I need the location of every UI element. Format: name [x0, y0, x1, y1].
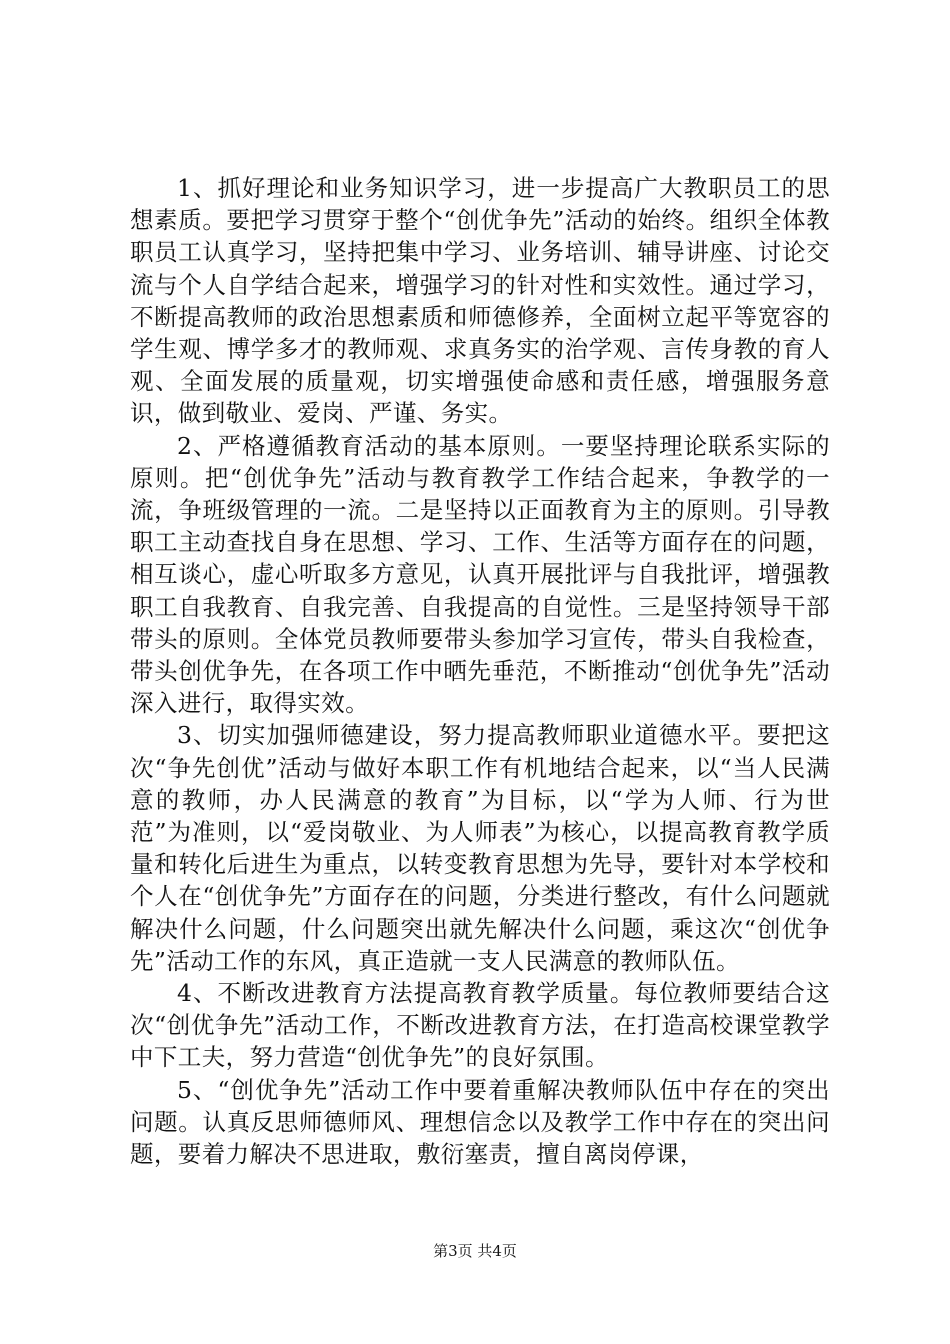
document-body [130, 172, 830, 1170]
paragraph-1: 1、抓好理论和业务知识学习，进一步提高广大教职员工的思想素质。要把学习贯穿于整个“创优争先”活动的始终。组织全体教职员工认真学习，坚持把集中学习、业务培训、辅导讲座、讨论交流与个人自学结合起来，增强学习的针对性和实效性。通过学习，不断提高教师的政治思想素质和师德修养，全面树立起平等宽容的学生观、博学多才的教师观、求真务实的治学观、言传身教的育人观、全面发展的质量观，切实增强使命感和责任感，增强服务意识，做到敬业、爱岗、严谨、务实。 [130, 174, 830, 428]
paragraph-4: 4、不断改进教育方法提高教育教学质量。每位教师要结合这次“创优争先”活动工作，不断改进教育方法，在打造高校课堂教学中下工夫，努力营造“创优争先”的良好氛围。 [130, 979, 830, 1072]
paragraph-3: 3、切实加强师德建设，努力提高教师职业道德水平。要把这次“争先创优”活动与做好本职工作有机地结合起来，以“当人民满意的教师，办人民满意的教育”为目标，以“学为人师、行为世范”为准则，以“爱岗敬业、为人师表”为核心，以提高教育教学质量和转化后进生为重点，以转变教育思想为先导，要针对本学校和个人在“创优争先”方面存在的问题，分类进行整改，有什么问题就解决什么问题，什么问题突出就先解决什么问题，乘这次“创优争先”活动工作的东风，真正造就一支人民满意的教师队伍。 [130, 721, 830, 975]
page-number-footer: 第3页 共4页 [433, 1242, 517, 1260]
paragraph-5: 5、“创优争先”活动工作中要着重解决教师队伍中存在的突出问题。认真反思师德师风、理想信念以及教学工作中存在的突出问题，要着力解决不思进取，敷衍塞责，擅自离岗停课， [130, 1075, 830, 1169]
paragraph-2: 2、严格遵循教育活动的基本原则。一要坚持理论联系实际的原则。把“创优争先”活动与教育教学工作结合起来，争教学的一流，争班级管理的一流。二是坚持以正面教育为主的原则。引导教职工主动查找自身在思想、学习、工作、生活等方面存在的问题，相互谈心，虚心听取多方意见，认真开展批评与自我批评，增强教职工自我教育、自我完善、自我提高的自觉性。三是坚持领导干部带头的原则。全体党员教师要带头参加学习宣传，带头自我检查，带头创优争先，在各项工作中晒先垂范，不断推动“创优争先”活动深入进行，取得实效。 [130, 431, 830, 718]
